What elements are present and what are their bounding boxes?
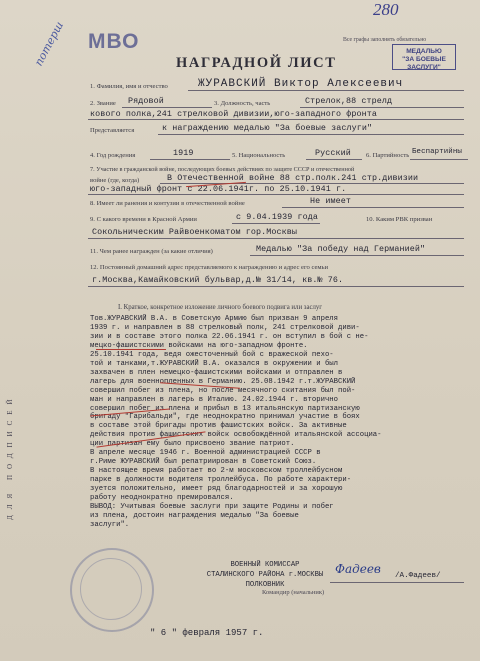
field-1-value: ЖУРАВСКИЙ Виктор Алексеевич <box>198 78 404 90</box>
narrative-line: из плена, достоин награждения медалью "За боевые <box>90 511 299 520</box>
narrative-line: ман и направлен в лагерь в Италию. 24.02.1944 г. вторично <box>90 395 338 404</box>
field-7-value-cont: юго-западный фронт с 22.06.1941г. по 25.10.1941 г. <box>90 184 347 194</box>
commander-label: Командир (начальник) <box>262 589 325 596</box>
document-title: НАГРАДНОЙ ЛИСТ <box>176 55 337 71</box>
fill-all-note: Все графы заполнять обязательно <box>343 37 427 43</box>
narrative-line: в составе этой бригады против фашистских войск. За активные <box>90 422 347 431</box>
narrative-line: 1939 г. и направлен в 88 стрелковый полк, 241 стрелковой диви- <box>90 323 360 332</box>
field-7-label-cont: войне (где, когда) <box>90 177 140 184</box>
round-seal-inner <box>80 558 142 620</box>
narrative-line: совершил побег из плена, но после месячного скитания был пой- <box>90 386 356 395</box>
merit-narrative <box>90 315 468 530</box>
field-3-value: Стрелок,88 стрелд <box>305 96 393 106</box>
field-6-value: Беспартийны <box>412 148 462 156</box>
narrative-line: г.Риме ЖУРАВСКИЙ был репатриирован в Советский Союз. <box>90 458 317 467</box>
field-7-label: 7. Участие в гражданской войне, последующих боевых действиях по защите СССР и отечественной <box>90 166 355 173</box>
field-10-label: 10. Каким РВК призван <box>366 216 433 223</box>
narrative-line: бригаду "Гарибальди", где неоднократно принимал участие в боях <box>90 413 360 422</box>
presented-value: к награждению медалью "За боевые заслуги" <box>162 123 373 133</box>
medal-stamp-line1: МЕДАЛЬЮ <box>406 48 442 55</box>
field-9-value: с 9.04.1939 года <box>236 212 319 222</box>
presented-label: Представляется <box>90 127 135 134</box>
mvo-stamp: МВО <box>88 30 140 53</box>
field-7-value: В Отечественной войне 88 стр.полк.241 стр.дивизии <box>167 173 419 183</box>
handwritten-signature: Фадеев <box>335 562 381 576</box>
red-pencil-mark <box>96 349 166 350</box>
field-3-label: 3. Должность, часть <box>214 100 271 107</box>
sign-date: " 6 " февраля 1957 г. <box>150 628 264 638</box>
signature-line1: ВОЕННЫЙ КОМИССАР <box>230 561 300 569</box>
narrative-line: В апреле месяце 1946 г. Военной администрацией СССР в <box>90 449 321 458</box>
field-9-label: 9. С какого времени в Красной Армии <box>90 216 197 223</box>
handwritten-margin-note: потерш <box>32 19 67 69</box>
narrative-line: ции партизан ему было присвоено звание патриот. <box>90 440 295 449</box>
field-5-value: Русский <box>315 148 351 158</box>
signature-side-label: ДЛЯ ПОДПИСЕЙ <box>6 393 14 520</box>
signature-line3: ПОЛКОВНИК <box>245 581 285 589</box>
field-4-value: 1919 <box>173 148 194 158</box>
field-10-value: Сокольническим Райвоенкоматом гор.Москвы <box>92 227 298 237</box>
narrative-line: захвачен в плен немецко-фашистскими войсками и отправлен в <box>90 368 343 377</box>
field-8-label: 8. Имеет ли ранения и контузии в отечественной войне <box>90 200 245 207</box>
field-12-value: г.Москва,Камайковский бульвар,д.№ 31/14, кв.№ 76. <box>92 275 344 285</box>
field-2-value: Рядовой <box>128 96 164 106</box>
narrative-line: той и танками,т.ЖУРАВСКИЙ В.А. оказался в окружении и был <box>90 359 338 368</box>
narrative-line: ВЫВОД: Учитывая боевые заслуги при защите Родины и побег <box>90 503 334 512</box>
narrative-line: 25.10.1941 года, ведя ожесточенный бой с вражеской пехо- <box>90 350 334 359</box>
field-11-value: Медалью "За победу над Германией" <box>256 244 426 254</box>
section-title: I. Краткое, конкретное изложение личного боевого подвига или заслуг <box>118 304 323 311</box>
signature-block <box>170 560 360 590</box>
narrative-line: парке в должности водителя троллейбуса. По работе характери- <box>90 476 352 485</box>
handwritten-number: 280 <box>373 0 399 19</box>
narrative-line: В настоящее время работает во 2-м московском троллейбусном <box>90 467 343 476</box>
field-5-label: 5. Национальность <box>232 152 286 159</box>
narrative-line: зии и в составе этого полка 22.06.1941 г. он вступил в бой с не- <box>90 332 369 341</box>
narrative-line: зуется положительно, имеет ряд благодарностей и за хорошую <box>90 485 343 494</box>
medal-stamp-line2: "ЗА БОЕВЫЕ ЗАСЛУГИ" <box>402 56 446 71</box>
narrative-line: работу неоднократно премировался. <box>90 494 234 503</box>
signatory-name: /А.Фадеев/ <box>395 572 441 580</box>
medal-stamp <box>392 44 456 70</box>
field-12-label: 12. Постоянный домашний адрес представляемого к награждению и адрес его семьи <box>90 264 329 271</box>
field-4-label: 4. Год рождения <box>90 152 136 159</box>
field-8-value: Не имеет <box>310 196 352 206</box>
narrative-line: Тов.ЖУРАВСКИЙ В.А. в Советскую Армию был призван 9 апреля <box>90 315 338 323</box>
narrative-line: совершил побег из плена и прибыл в 13 итальянскую партизанскую <box>90 404 360 413</box>
narrative-line: лагерь для военнопленных в Германию. 25.08.1942 г.т.ЖУРАВСКИЙ <box>90 377 356 386</box>
narrative-line: действия против фашистских войск освобождённой итальянской ассоциа- <box>90 431 382 440</box>
narrative-line: заслуги". <box>90 520 130 529</box>
narrative-line: мецко-фашистскими войсками на юго-западном фронте. <box>90 341 308 350</box>
field-11-label: 11. Чем ранее награжден (за какие отличия) <box>90 248 213 255</box>
signature-line2: СТАЛИНСКОГО РАЙОНА г.МОСКВЫ <box>206 571 324 579</box>
field-6-label: 6. Партийность <box>366 152 410 159</box>
field-2-label: 2. Звание <box>90 100 116 107</box>
field-1-label: 1. Фамилия, имя и отчество <box>90 83 168 90</box>
field-3-continuation: кового полка,241 стрелковой дивизии,юго-западного фронта <box>90 109 378 119</box>
